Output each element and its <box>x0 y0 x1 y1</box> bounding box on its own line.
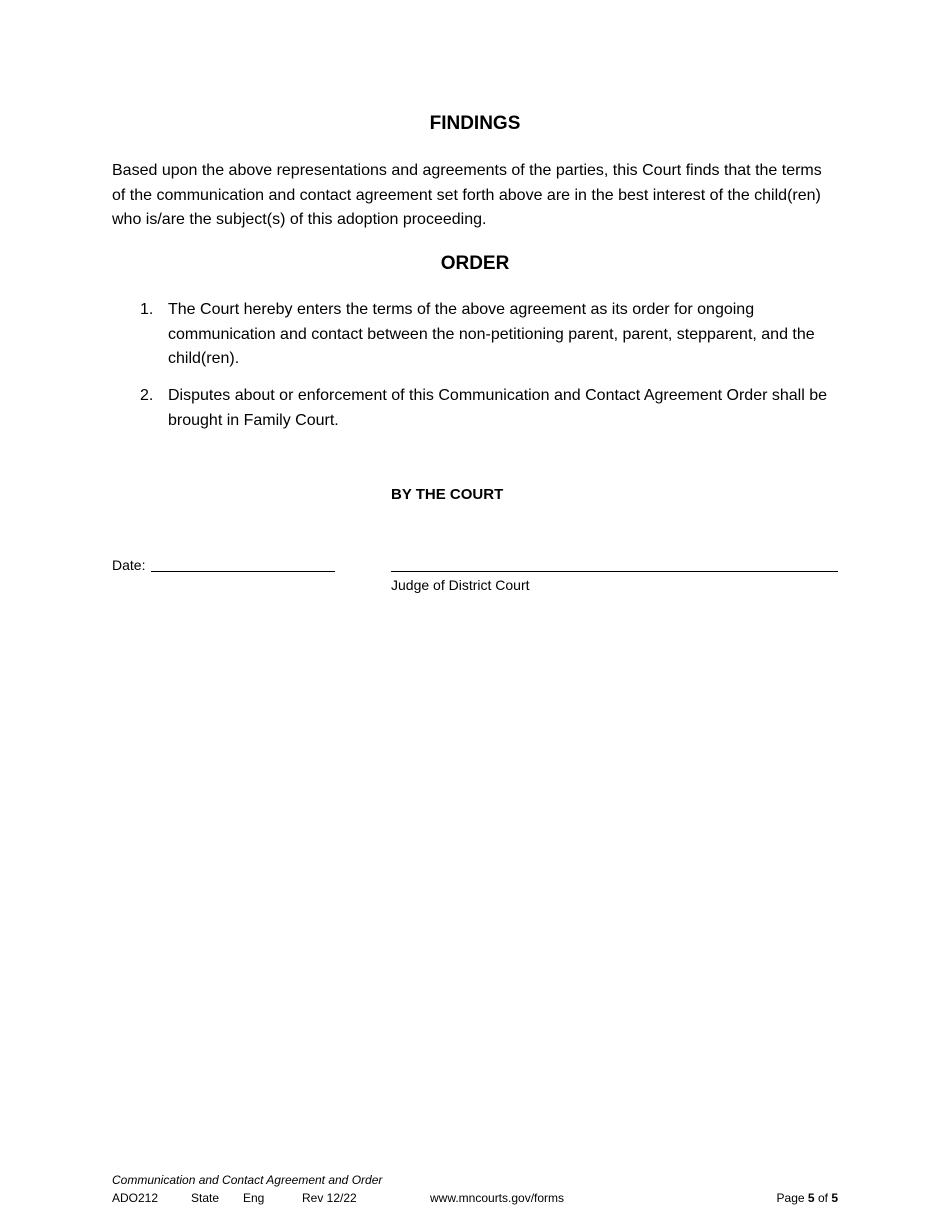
order-item-text: The Court hereby enters the terms of the above agreement as its order for ongoing communication and contact between the non-petitioning parent, parent, stepparent, and the child(ren). <box>168 301 815 367</box>
page-total: 5 <box>831 1191 838 1205</box>
order-item-number: 2. <box>140 387 154 404</box>
findings-heading: FINDINGS <box>429 113 521 134</box>
page-of: of <box>817 1191 828 1205</box>
footer-revision: Rev 12/22 <box>302 1191 357 1205</box>
page-prefix: Page <box>776 1191 805 1205</box>
date-label: Date: <box>112 557 146 573</box>
findings-paragraph: Based upon the above representations and agreements of the parties, this Court finds that the terms of the communication and contact agreement set forth above are in the best interest of the child(ren) who is/are the subject(s) of this adoption proceeding. <box>112 162 822 228</box>
order-item-2 <box>140 384 840 433</box>
order-heading: ORDER <box>440 253 510 274</box>
by-the-court-label: BY THE COURT <box>391 486 504 503</box>
date-signature-line[interactable] <box>151 571 335 572</box>
footer-form-code: ADO212 <box>112 1191 159 1205</box>
judge-signature-line[interactable] <box>391 571 838 572</box>
footer-language: Eng <box>243 1191 265 1205</box>
page-current: 5 <box>807 1191 815 1205</box>
footer-website[interactable]: www.mncourts.gov/forms <box>430 1191 565 1205</box>
judge-label: Judge of District Court <box>391 577 530 593</box>
footer-form-title: Communication and Contact Agreement and Order <box>112 1173 383 1187</box>
order-item-number: 1. <box>140 301 154 318</box>
order-item-text: Disputes about or enforcement of this Communication and Contact Agreement Order shall be brought in Family Court. <box>168 387 828 429</box>
footer-page-number <box>777 1191 838 1205</box>
footer-jurisdiction: State <box>191 1191 220 1205</box>
order-item-1 <box>140 298 840 372</box>
